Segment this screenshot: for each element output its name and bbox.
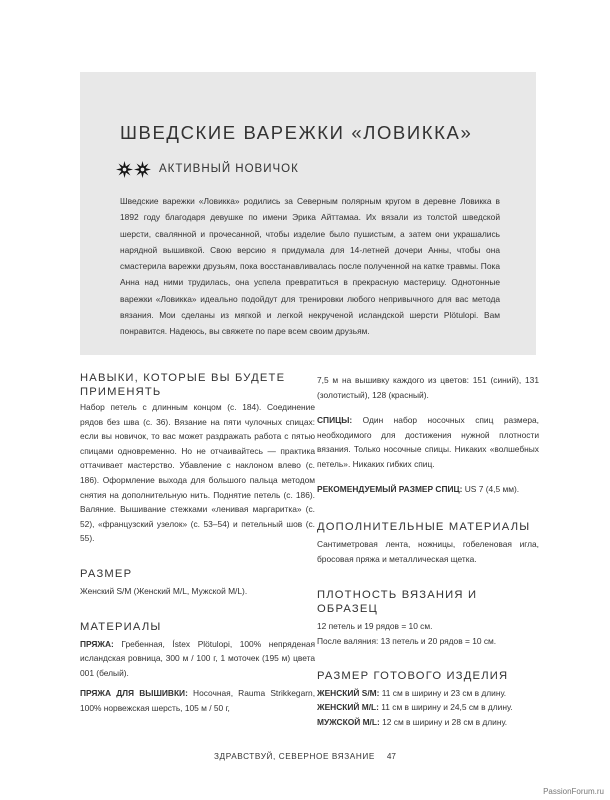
yarn-text: Гребенная, Ístex Plötulopi, 100% непряденая исландская ровница, 300 м / 100 г, 1 моточек (195 м) цвета 001 (белый). [80,638,316,678]
skills-title [80,371,315,399]
page-footer [0,752,610,761]
finished-size-section [317,669,539,730]
intro-text: Шведские варежки «Ловикка» родились за Северным полярным кругом в деревне Ловикка в 1892 году благодаря девушке по имени Эрика Айттамаа. Их вязали из толстой шведской шерсти, свалянной и прочесанной, чтобы изделие было пушистым, а затем они украшались нарядной вышивкой. Свою версию я придумала для 14-летней дочери Анны, чтобы она смастерила варежки друзьям, пока восстанавливалась после полученной на катке травмы. Пока Анна над ними трудилась, она успела превратиться в прекрасную мастерицу. Однотонные варежки «Ловикка» идеально подойдут для тренировки любого непривычного для вас метода вязания. Мои сделаны из мягкой и легкой некрученой исландской шерсти Plötulopi. Вам понравится. Надеюсь, вы свяжете по паре всем своим друзьям. [120,196,500,337]
gauge-title: ПЛОТНОСТЬ ВЯЗАНИЯ И ОБРАЗЕЦ [317,589,478,616]
finished-item [317,715,539,730]
skills-section [80,371,315,546]
snowflake-star-icon [116,161,133,178]
finished-label: МУЖСКОЙ M/L: [317,716,380,727]
needles-text: Один набор носочных спиц размера, необходимого для достижения нужной плотности вязания. Только носочные спицы. Никаких «волшебных петель». Никаких гибких спиц. [317,415,539,469]
finished-title: РАЗМЕР ГОТОВОГО ИЗДЕЛИЯ [317,669,509,682]
embroidery-continued: 7,5 м на вышивку каждого из цветов: 151 (синий), 131 (золотистый), 128 (красный). [317,375,539,400]
page-number: 47 [386,752,396,761]
finished-label: ЖЕНСКИЙ S/M: [317,687,380,698]
footer-book-title: ЗДРАВСТВУЙ, СЕВЕРНОЕ ВЯЗАНИЕ [214,752,375,761]
skill-level [116,159,299,179]
embroidery-text: Носочная, Rauma Strikkegarn, 100% норвежская шерсть, 105 м / 50 г, [80,688,316,713]
recommended-text: US 7 (4,5 мм). [464,483,520,494]
skill-level-label: АКТИВНЫЙ НОВИЧОК [159,163,299,175]
snowflake-star-icon [134,161,151,178]
gauge-section [317,588,539,648]
finished-text: 11 см в ширину и 24,5 см в длину. [381,702,513,713]
materials-title: МАТЕРИАЛЫ [80,620,162,633]
finished-text: 12 см в ширину и 28 см в длину. [382,716,508,727]
skills-title-line2: ПРИМЕНЯТЬ [80,386,162,398]
size-title: РАЗМЕР [80,567,133,580]
gauge-line2: После валяния: 13 петель и 20 рядов = 10 см. [317,635,497,646]
left-column [80,371,315,716]
level-stars [116,161,151,178]
needles-paragraph [317,413,539,471]
recommended-paragraph [317,482,539,497]
size-text: Женский S/M (Женский M/L, Мужской M/L). [80,585,248,596]
skills-title-line1: НАВЫКИ, КОТОРЫЕ ВЫ БУДЕТЕ [80,372,286,384]
finished-item [317,686,539,701]
additional-text: Сантиметровая лента, ножницы, гобеленовая игла, бросовая пряжа и металлическая щетка. [317,539,539,564]
pattern-header-panel [80,72,536,355]
right-column [317,373,539,729]
yarn-paragraph [80,637,315,681]
finished-item [317,700,539,715]
embroidery-label: ПРЯЖА ДЛЯ ВЫШИВКИ: [80,688,188,699]
skills-text: Набор петель с длинным концом (с. 184). Соединение рядов без шва (с. 36). Вязание на пяти чулочных спицах: если вы новичок, то вас может раздражать работа с пятью спицами одновременно. Но не отчаивайтесь — практика оттачивает мастерство. Убавление с наклоном влево (с. 186). Оформление выхода для большого пальца методом снятия на дополнительную нить. Поднятие петель (с. 186). Валяние. Вышивание стежками «ленивая маргаритка» (с. 52), «французский узелок» (с. 53–54) и петельный шов (с. 55). [80,402,315,544]
materials-section [80,620,315,716]
gauge-line1: 12 петель и 19 рядов = 10 см. [317,621,433,632]
pattern-title: ШВЕДСКИЕ ВАРЕЖКИ «ЛОВИККА» [120,122,473,143]
finished-label: ЖЕНСКИЙ M/L: [317,702,379,713]
needles-label: СПИЦЫ: [317,415,353,426]
finished-text: 11 см в ширину и 23 см в длину. [381,687,507,698]
yarn-label: ПРЯЖА: [80,638,114,649]
additional-title: ДОПОЛНИТЕЛЬНЫЕ МАТЕРИАЛЫ [317,521,531,534]
recommended-label: РЕКОМЕНДУЕМЫЙ РАЗМЕР СПИЦ: [317,483,463,494]
additional-section [317,520,539,566]
embroidery-paragraph [80,686,315,715]
size-section [80,567,315,599]
watermark: PassionForum.ru [543,787,604,796]
